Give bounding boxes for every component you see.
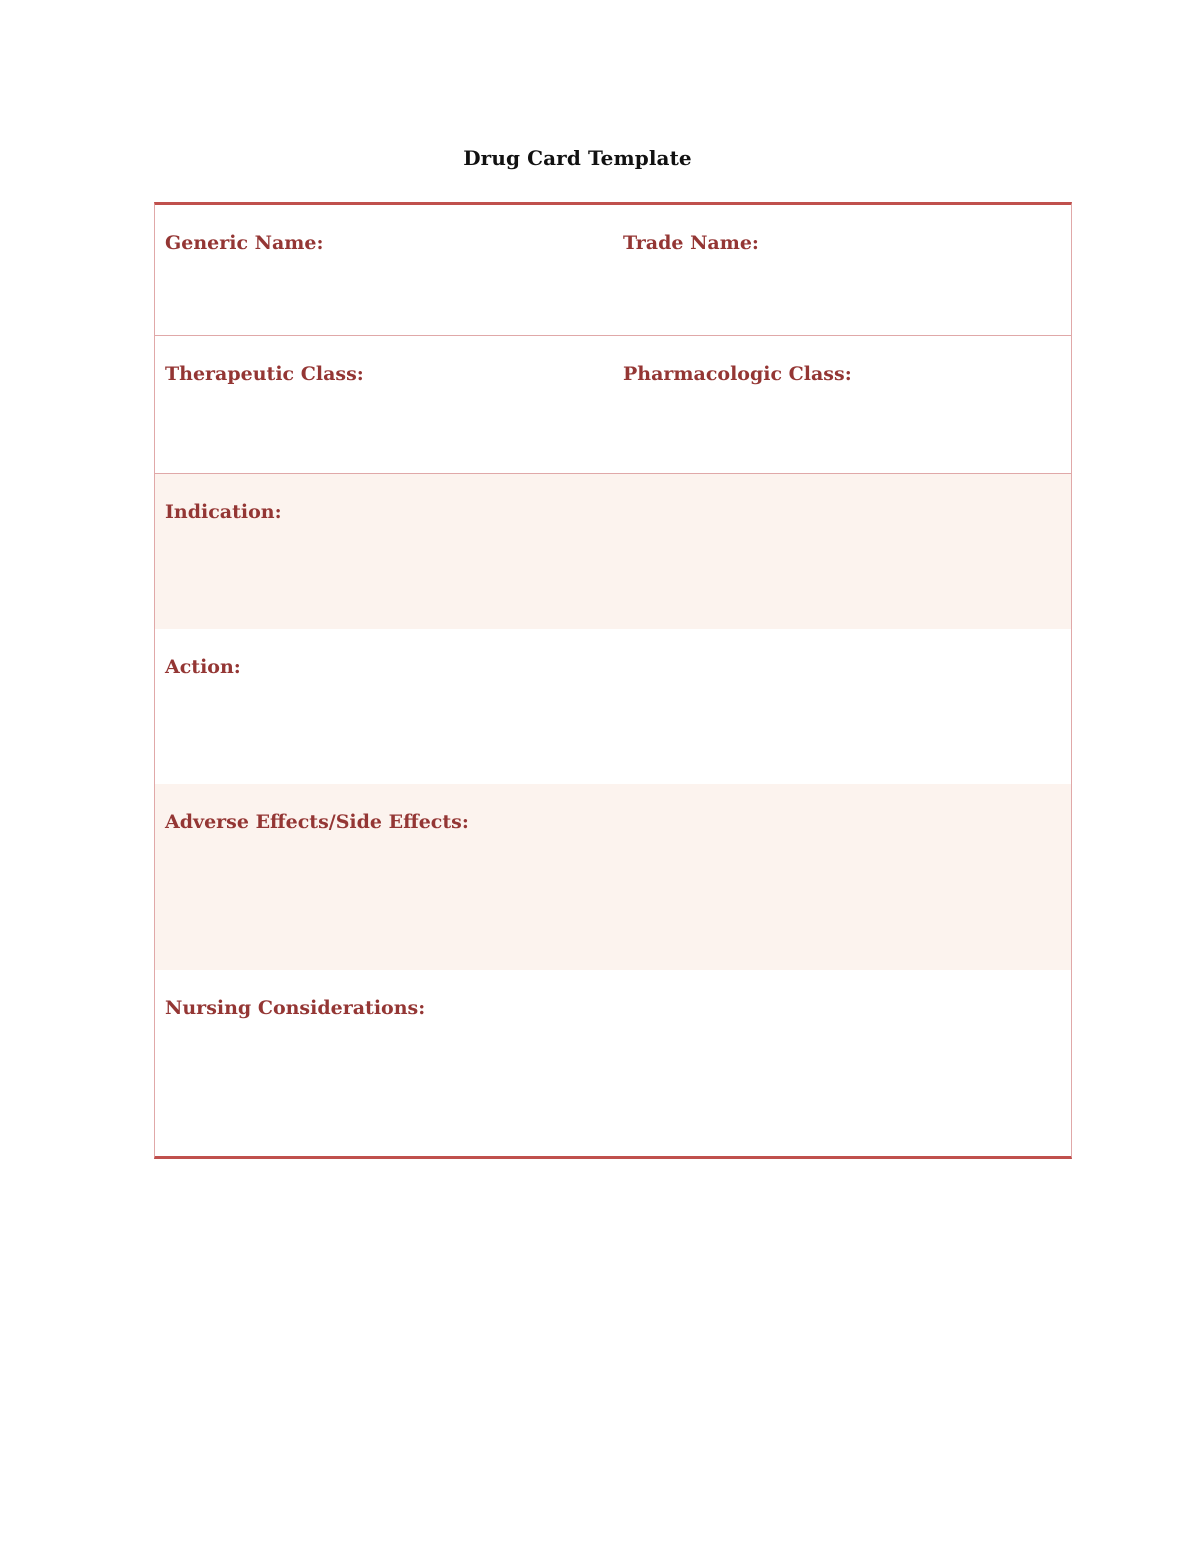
row-action xyxy=(155,629,1071,784)
row-names xyxy=(155,205,1071,336)
indication-label: Indication: xyxy=(165,501,282,523)
drug-card-table xyxy=(154,202,1072,1159)
adverse-effects-label: Adverse Effects/Side Effects: xyxy=(165,811,469,833)
row-classes xyxy=(155,336,1071,474)
row-indication xyxy=(155,474,1071,629)
therapeutic-class-label: Therapeutic Class: xyxy=(165,363,364,385)
generic-name-label: Generic Name: xyxy=(165,232,324,254)
row-adverse-effects xyxy=(155,784,1071,970)
nursing-considerations-label: Nursing Considerations: xyxy=(165,997,426,1019)
row-nursing-considerations xyxy=(155,970,1071,1156)
trade-name-label: Trade Name: xyxy=(623,232,759,254)
action-label: Action: xyxy=(165,656,241,678)
page-title: Drug Card Template xyxy=(463,146,692,170)
pharmacologic-class-label: Pharmacologic Class: xyxy=(623,363,852,385)
